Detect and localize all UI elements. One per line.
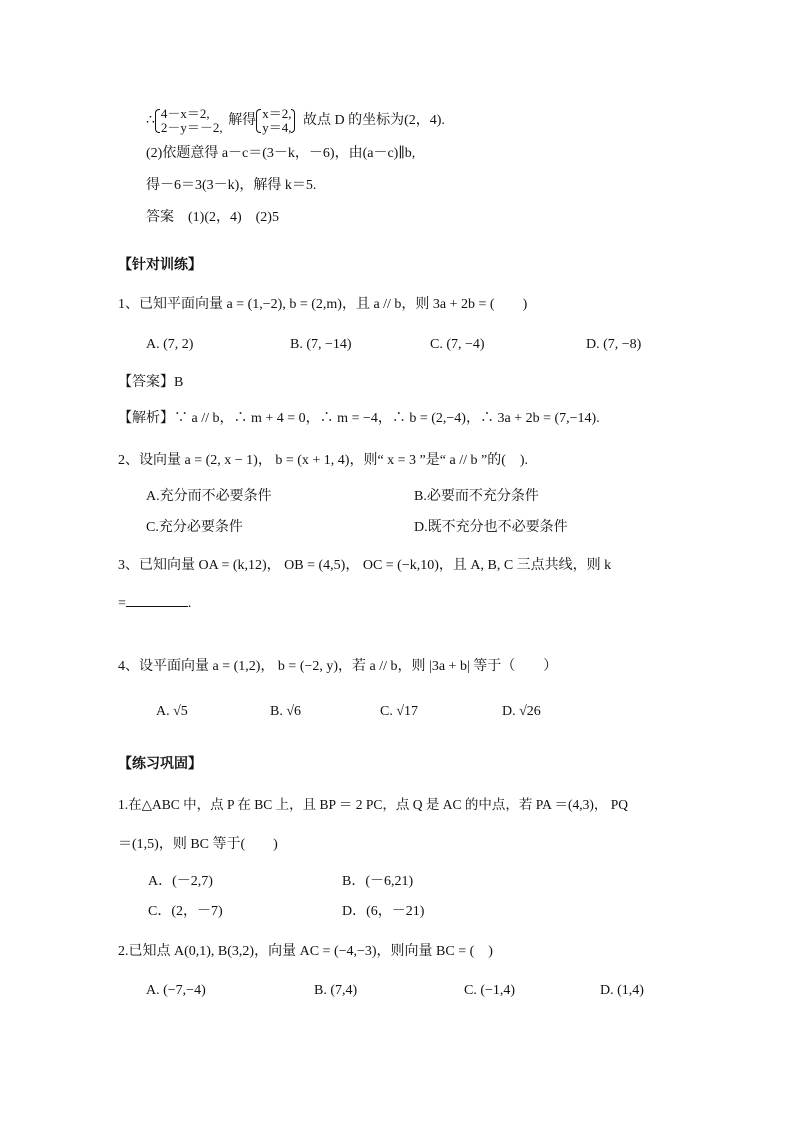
p1-stem-line1: 1.在△ABC 中，点 P 在 BC 上，且 BP ＝ 2 PC，点 Q 是 AC 的中点，若 PA ＝(4,3)， PQ [118, 797, 628, 812]
q1-option-b: B. (7, −14) [290, 337, 352, 352]
therefore-symbol: ∴ [146, 113, 155, 128]
p2-option-d: D. (1,4) [600, 983, 644, 998]
q3-period: . [187, 596, 192, 611]
solution-answer: 答案 (1)(2，4) (2)5 [146, 210, 279, 225]
q4-option-a: A. √5 [156, 704, 188, 719]
q4-option-b: B. √6 [270, 704, 302, 719]
q2-option-b: B.必要而不充分条件 [414, 489, 539, 504]
q4-stem: 4、设平面向量 a = (1,2)， b = (−2, y)，若 a // b，则 |3a + b| 等于（ ） [118, 659, 558, 674]
p2-option-a: A. (−7,−4) [146, 983, 206, 998]
q2-option-a: A.充分而不必要条件 [146, 489, 272, 504]
p1-option-c: C．(2，－7) [148, 904, 223, 919]
solution-line-1 [146, 106, 445, 136]
solution-line-3: 得－6＝3(3－k)，解得 k＝5. [146, 178, 317, 193]
q1-option-d: D. (7, −8) [586, 337, 642, 352]
q1-stem: 1、已知平面向量 a = (1,−2), b = (2,m)，且 a // b，则 3a + 2b = ( ) [118, 297, 528, 312]
q1-answer: 【答案】B [118, 375, 184, 390]
q3-blank-line [118, 594, 191, 613]
p2-option-b: B. (7,4) [314, 983, 358, 998]
q2-stem: 2、设向量 a = (2, x − 1)， b = (x + 1, 4)，则“ x = 3 ”是“ a // b ”的( ). [118, 453, 529, 468]
section-title-practice: 【练习巩固】 [118, 757, 202, 772]
q2-option-d: D.既不充分也不必要条件 [414, 520, 568, 535]
q1-option-a: A. (7, 2) [146, 337, 194, 352]
q4-option-c: C. √17 [380, 704, 419, 719]
section-title-training: 【针对训练】 [118, 258, 202, 273]
equation-system-1: 4－x＝2, 2－y＝－2, [155, 107, 223, 135]
p1-option-d: D．(6，－21) [342, 904, 425, 919]
solve-text: 解得 [228, 113, 257, 128]
p1-stem-line2: ＝(1,5)，则 BC 等于( ) [118, 837, 278, 852]
p2-option-c: C. (−1,4) [464, 983, 516, 998]
q1-analysis: 【解析】∵ a // b，∴ m + 4 = 0，∴ m = −4，∴ b = (2,−4)，∴ 3a + 2b = (7,−14). [118, 411, 600, 426]
p1-option-b: B．(－6,21) [342, 874, 414, 889]
q3-answer-blank[interactable] [126, 594, 188, 607]
solution-line-2: (2)依题意得 a－c＝(3－k，－6)，由(a－c)∥b, [146, 146, 416, 161]
q3-stem: 3、已知向量 OA = (k,12)， OB = (4,5)， OC = (−k,10)，且 A, B, C 三点共线，则 k [118, 558, 612, 573]
q3-equals: = [118, 596, 126, 611]
q1-option-c: C. (7, −4) [430, 337, 485, 352]
q4-option-d: D. √26 [502, 704, 541, 719]
p1-option-a: A．(－2,7) [148, 874, 213, 889]
conclusion-text: 故点 D 的坐标为(2，4). [302, 113, 445, 128]
equation-system-2: x＝2, y＝4, [256, 107, 291, 135]
p2-stem: 2.已知点 A(0,1), B(3,2)，向量 AC = (−4,−3)，则向量 BC = ( ) [118, 944, 493, 959]
q2-option-c: C.充分必要条件 [146, 520, 243, 535]
